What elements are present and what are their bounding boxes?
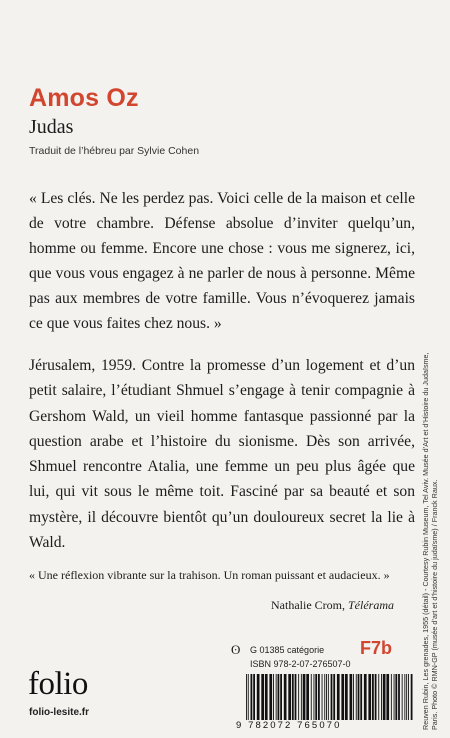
barcode-bar <box>356 674 357 720</box>
barcode-bar <box>265 674 268 720</box>
barcode-bar <box>322 674 323 720</box>
barcode-bar <box>315 674 317 720</box>
barcode-bar <box>408 674 409 720</box>
barcode-bar <box>406 674 407 720</box>
barcode-bar <box>368 674 371 720</box>
barcode-bar <box>251 674 253 720</box>
barcode-bar <box>375 674 377 720</box>
catalog-symbol: ʘ <box>231 642 241 657</box>
barcode-bar <box>328 674 329 720</box>
barcode-bar <box>341 674 344 720</box>
barcode-bar <box>372 674 374 720</box>
review-quote: « Une réflexion vibrante sur la trahison. Un roman puissant et audacieux. » <box>29 568 390 582</box>
barcode-bar <box>246 674 247 720</box>
barcode-bar <box>276 674 277 720</box>
barcode-bar <box>269 674 272 720</box>
author-name: Amos Oz <box>29 84 139 112</box>
barcode-bar <box>404 674 405 720</box>
book-title: Judas <box>29 116 74 138</box>
publisher-website[interactable]: folio-lesite.fr <box>29 707 90 718</box>
barcode <box>244 674 414 720</box>
review-source: Télérama <box>348 598 394 612</box>
review-attribution <box>271 598 394 613</box>
barcode-bar <box>273 674 274 720</box>
barcode-bar <box>394 674 395 720</box>
category-code: F7b <box>360 638 393 658</box>
barcode-bar <box>288 674 291 720</box>
barcode-bar <box>295 674 297 720</box>
barcode-bar <box>398 674 400 720</box>
publisher-logo: folio <box>28 666 88 702</box>
opening-quote: « Les clés. Ne les perdez pas. Voici celle de la maison et celle de votre chambre. Défense absolue d’inviter quelqu’un, homme ou femme. Encore une chose : vous me signerez, ici, que vous vous engagez à ne parler de nous à personne. Même pas aux membres de votre famille. Vous n’évoquerez jamais ce que vous faites chez nous. » <box>29 190 415 332</box>
image-credits <box>422 350 448 730</box>
barcode-bar <box>386 674 389 720</box>
barcode-bar <box>253 674 255 720</box>
barcode-bar <box>301 674 302 720</box>
barcode-bar <box>311 674 312 720</box>
barcode-bar <box>248 674 249 720</box>
barcode-bar <box>358 674 360 720</box>
barcode-bar <box>345 674 348 720</box>
barcode-bar <box>303 674 306 720</box>
barcode-bar <box>383 674 386 720</box>
reviewer-name: Nathalie Crom, <box>271 598 345 612</box>
book-summary: Jérusalem, 1959. Contre la promesse d’un logement et d’un petit salaire, l’étudiant Shmuel s’engage à tenir compagnie à Gershom Wald, un vieil homme fantasque passionné par la question arabe et l’histoire du sionisme. Dès son arrivée, Shmuel rencontre Atalia, une femme un peu plus âgée que lui, qui vit sous le même toit. Fasciné par sa beauté et son mystère, il découvre bientôt qu’un douloureux secret la lie à Wald. <box>29 357 415 552</box>
barcode-bar <box>331 674 333 720</box>
barcode-bar <box>395 674 397 720</box>
barcode-bar <box>350 674 353 720</box>
barcode-bar <box>314 674 315 720</box>
barcode-bar <box>318 674 320 720</box>
barcode-bar <box>324 674 325 720</box>
barcode-bar <box>306 674 309 720</box>
category-label: catégorie <box>287 645 325 655</box>
barcode-bar <box>402 674 403 720</box>
image-credits-text: Reuven Rubin, Les grenades, 1955 (détail) - Courtesy Rubin Museum, Tel Aviv. Musée d’Art et d’Histoire du Judaïsme, Paris. Photo © RMN-GP (musée d’art et d’histoire du judaïsme) / Franck Raux. <box>421 352 439 730</box>
isbn: ISBN 978-2-07-276507-0 <box>250 659 351 669</box>
barcode-bar <box>257 674 260 720</box>
barcode-bar <box>326 674 327 720</box>
barcode-bar <box>364 674 367 720</box>
barcode-bar <box>261 674 264 720</box>
barcode-bar <box>284 674 287 720</box>
catalog-line <box>250 645 324 655</box>
catalog-code: G 01385 <box>250 645 285 655</box>
barcode-bar <box>360 674 362 720</box>
barcode-bar <box>333 674 335 720</box>
barcode-bar <box>292 674 294 720</box>
barcode-bar <box>381 674 382 720</box>
barcode-bar <box>391 674 392 720</box>
barcode-bar <box>280 674 282 720</box>
barcode-bar <box>298 674 299 720</box>
barcode-bar <box>411 674 413 720</box>
barcode-bar <box>337 674 340 720</box>
barcode-bar <box>353 674 354 720</box>
translator-credit: Traduit de l’hébreu par Sylvie Cohen <box>29 145 200 157</box>
barcode-number: 9 782072 765070 <box>236 720 342 731</box>
barcode-bar <box>378 674 379 720</box>
barcode-bar <box>278 674 280 720</box>
